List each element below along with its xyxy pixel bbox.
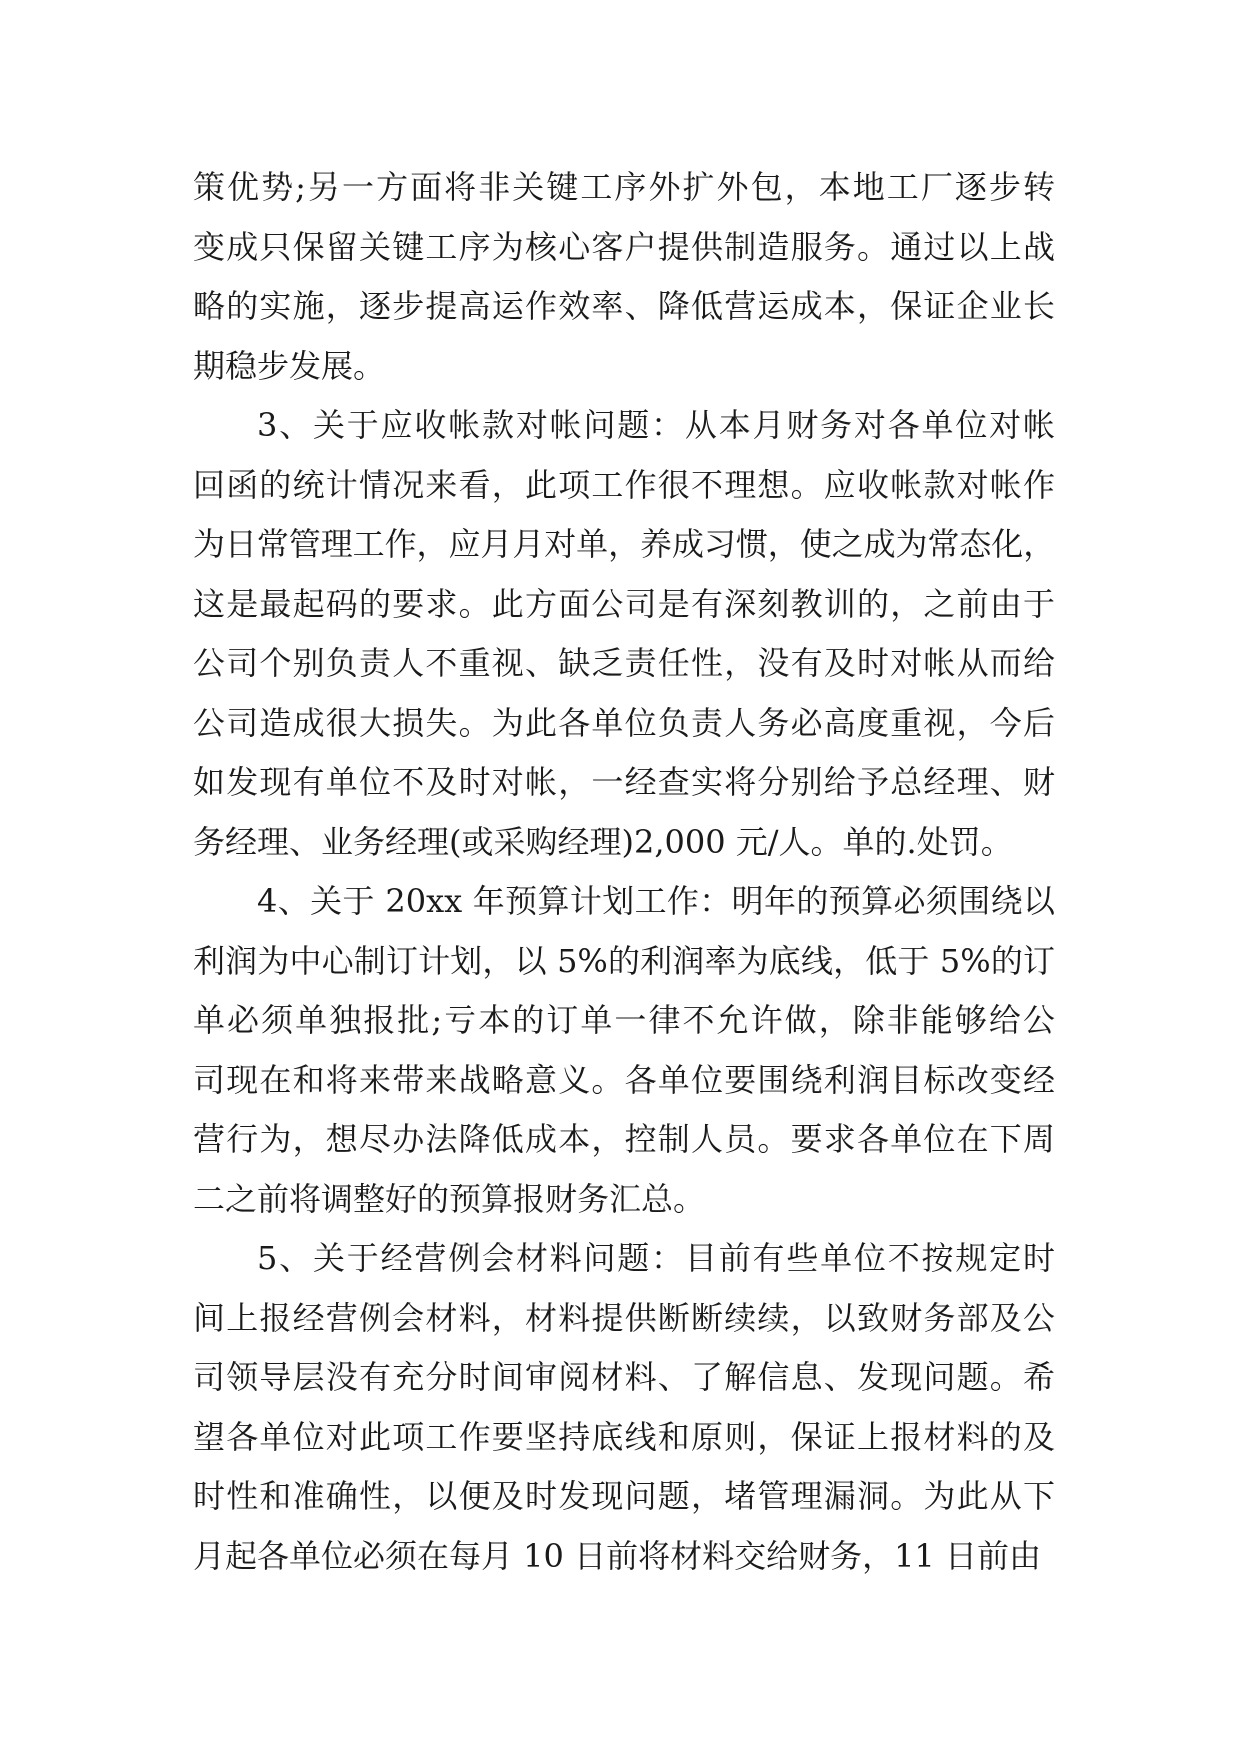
text-line: 单必须单独报批;亏本的订单一律不允许做，除非能够给公 <box>193 1001 1055 1039</box>
text-line: 如发现有单位不及时对帐，一经查实将分别给予总经理、财 <box>193 763 1055 801</box>
text-line: 公司个别负责人不重视、缺乏责任性，没有及时对帐从而给 <box>193 644 1055 682</box>
text-line: 间上报经营例会材料，材料提供断断续续，以致财务部及公 <box>193 1298 1055 1337</box>
text-line: 公司造成很大损失。为此各单位负责人务必高度重视，今后 <box>193 703 1055 742</box>
text-line: 望各单位对此项工作要坚持底线和原则，保证上报材料的及 <box>193 1417 1055 1456</box>
text-line: 营行为，想尽办法降低成本，控制人员。要求各单位在下周 <box>193 1120 1055 1158</box>
text-line: 月起各单位必须在每月 10 日前将材料交给财务，11 日前由 <box>193 1536 1041 1575</box>
paragraph-item-5 <box>193 1229 1055 1586</box>
text-line: 为日常管理工作，应月月对单，养成习惯，使之成为常态化， <box>193 525 1055 563</box>
text-line: 二之前将调整好的预算报财务汇总。 <box>193 1179 706 1218</box>
text-line: 5、关于经营例会材料问题：目前有些单位不按规定时 <box>257 1239 1055 1277</box>
text-line: 略的实施，逐步提高运作效率、降低营运成本，保证企业长 <box>193 287 1055 325</box>
text-line: 4、关于 20xx 年预算计划工作：明年的预算必须围绕以 <box>257 882 1055 920</box>
paragraph-item-3 <box>193 396 1055 872</box>
text-line: 这是最起码的要求。此方面公司是有深刻教训的，之前由于 <box>193 584 1055 623</box>
body-text <box>193 158 1055 1586</box>
text-line: 时性和准确性，以便及时发现问题，堵管理漏洞。为此从下 <box>193 1477 1055 1515</box>
text-line: 策优势;另一方面将非关键工序外扩外包，本地工厂逐步转 <box>193 168 1055 206</box>
paragraph-item-4 <box>193 872 1055 1229</box>
text-line: 变成只保留关键工序为核心客户提供制造服务。通过以上战 <box>193 227 1055 266</box>
text-line: 务经理、业务经理(或采购经理)2,000 元/人。单的.处罚。 <box>193 822 1013 861</box>
text-line: 3、关于应收帐款对帐问题：从本月财务对各单位对帐 <box>257 406 1055 444</box>
paragraph-continuation <box>193 158 1055 396</box>
text-line: 利润为中心制订计划，以 5%的利润率为底线，低于 5%的订 <box>193 941 1055 980</box>
text-line: 期稳步发展。 <box>193 346 386 385</box>
text-line: 回函的统计情况来看，此项工作很不理想。应收帐款对帐作 <box>193 465 1055 504</box>
text-line: 司现在和将来带来战略意义。各单位要围绕利润目标改变经 <box>193 1060 1055 1099</box>
text-line: 司领导层没有充分时间审阅材料、了解信息、发现问题。希 <box>193 1358 1055 1396</box>
